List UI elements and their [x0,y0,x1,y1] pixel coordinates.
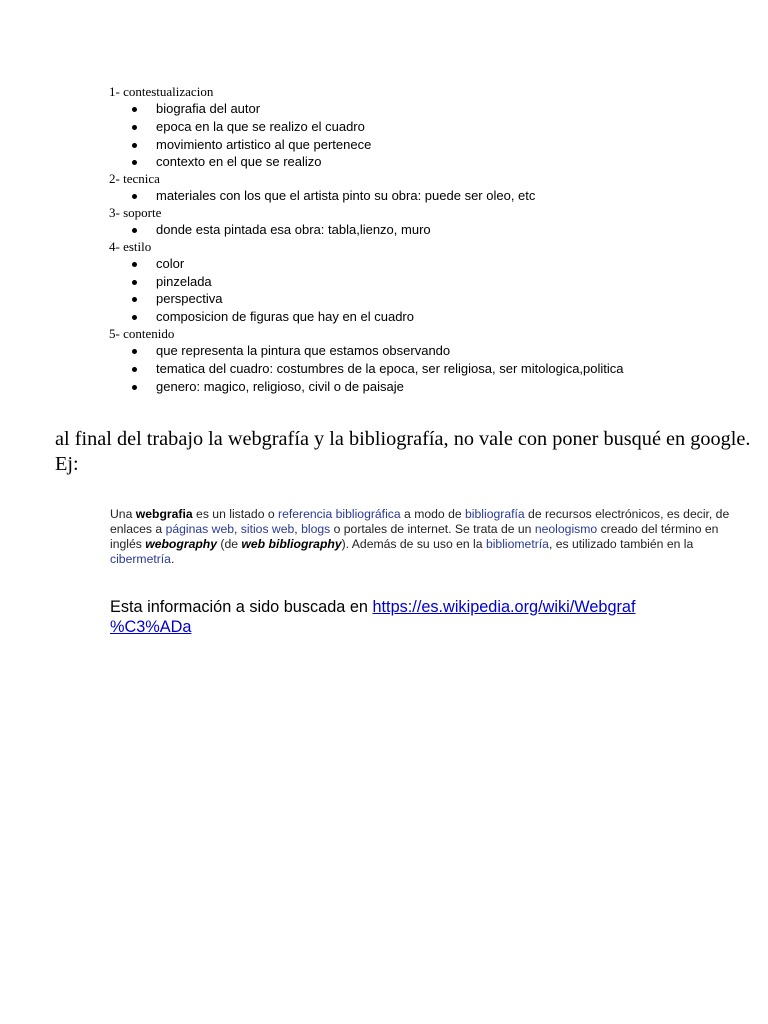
list-item: tematica del cuadro: costumbres de la epoca, ser religiosa, ser mitologica,politica [109,360,729,378]
list-item: color [109,255,729,273]
outline-list [109,84,729,395]
quote-text: , es utilizado también en la [548,537,694,551]
quote-text: . [170,552,175,566]
list-item: epoca en la que se realizo el cuadro [109,118,729,136]
section-heading: 5- contenido [109,325,175,341]
quote-text: ). Además de su uso en la [341,537,486,551]
quote-bold-term: webgrafia [135,507,193,521]
list-item: composicion de figuras que hay en el cuadro [109,308,729,326]
link-bibliometria[interactable]: bibliometría [485,537,549,551]
quote-text: , [234,522,241,536]
list-item: materiales con los que el artista pinto su obra: puede ser oleo, etc [109,187,729,205]
quote-text: creado del término en inglés [110,522,719,551]
link-neologismo[interactable]: neologismo [534,522,598,536]
section-heading: 2- tecnica [109,171,160,187]
source-url-part2: %C3%ADa [110,618,192,636]
section-heading: 3- soporte [109,204,162,220]
quote-text: , [294,522,302,536]
quote-text: a modo de [400,507,466,521]
instruction-paragraph: al final del trabajo la webgrafía y la bibliografía, no vale con poner busqué en google. Ej: [55,428,751,475]
source-prefix: Esta información a sido buscada en [110,598,373,616]
list-item: contexto en el que se realizo [109,153,729,171]
source-url-part1: https://es.wikipedia.org/wiki/Webgraf [372,598,636,616]
quote-bold-term: web bibliography [241,537,342,551]
link-paginas-web[interactable]: páginas web [165,522,234,536]
link-referencia-bibliografica[interactable]: referencia bibliográfica [278,507,401,521]
section-heading: 1- contestualizacion [109,84,214,99]
quote-text: de recursos electrónicos, es decir, de enlaces a [110,507,730,536]
link-bibliografia[interactable]: bibliografía [465,507,525,521]
link-blogs[interactable]: blogs [301,522,331,536]
list-item: biografia del autor [109,100,729,118]
link-sitios-web[interactable]: sitios web [240,522,295,536]
list-item: movimiento artistico al que pertenece [109,136,729,154]
webgrafia-definition [110,507,750,567]
link-cibermetria[interactable]: cibermetría [110,552,171,566]
section-heading: 4- estilo [109,238,152,254]
source-note [110,597,710,637]
list-item: pinzelada [109,273,729,291]
quote-bold-term: webography [145,537,218,551]
quote-text: (de [217,537,242,551]
list-item: perspectiva [109,290,729,308]
list-item: donde esta pintada esa obra: tabla,lienzo, muro [109,221,729,239]
quote-text: es un listado o [192,507,279,521]
list-item: genero: magico, religioso, civil o de paisaje [109,378,729,396]
quote-text: Una [110,507,136,521]
list-item: que representa la pintura que estamos observando [109,342,729,360]
quote-text: o portales de internet. Se trata de un [330,522,535,536]
